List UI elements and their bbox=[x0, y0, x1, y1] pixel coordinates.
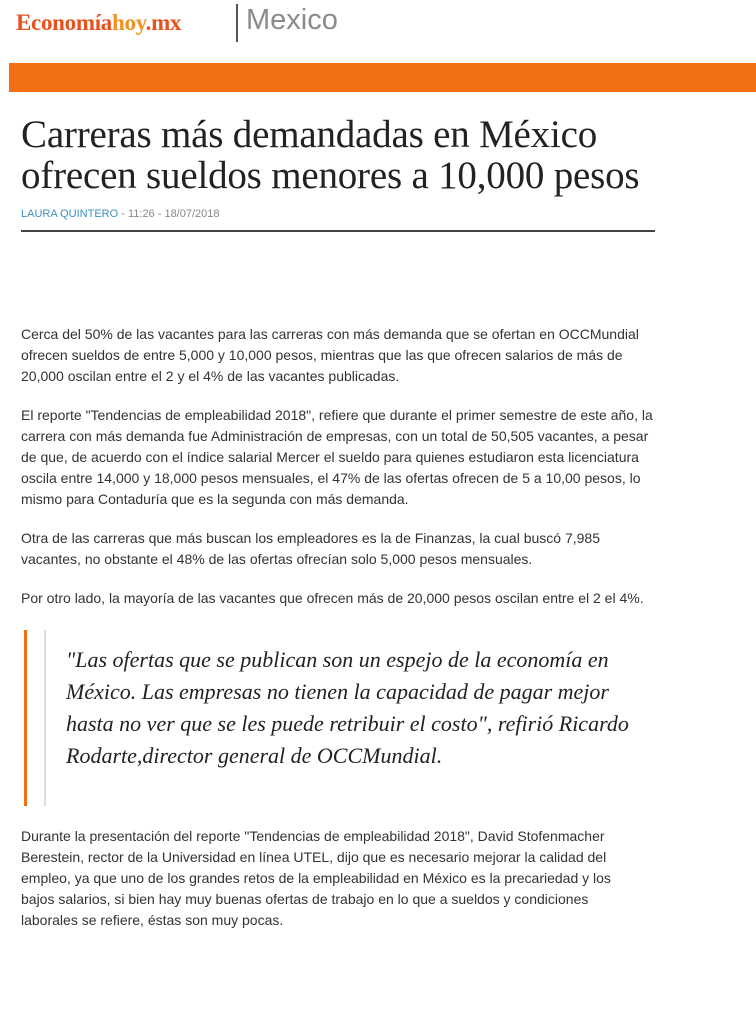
site-logo[interactable] bbox=[16, 10, 181, 36]
article-byline bbox=[21, 208, 655, 232]
article-paragraph: El reporte "Tendencias de empleabilidad 2018", refiere que durante el primer semestre de este año, la carrera con más demanda fue Administración de empresas, con un total de 50,505 vacantes, a pesar de que, de acuerdo con el índice salarial Mercer el sueldo para quienes estudiaron esta licenciatura oscila entre 14,000 y 18,000 pesos mensuales, el 47% de las ofertas ofrecen de 5 a 10,00 pesos, lo mismo para Contaduría que es la segunda con más demanda. bbox=[21, 407, 653, 507]
edition-link[interactable]: Mexico bbox=[246, 4, 338, 36]
article-paragraph: Cerca del 50% de las vacantes para las carreras con más demanda que se ofertan en OCCMundial ofrecen sueldos de entre 5,000 y 10,000 pesos, mientras que las que ofrecen salarios de más de 20,000 oscilan entre el 2 y el 4% de las vacantes publicadas. bbox=[21, 326, 639, 384]
nav-bar bbox=[9, 63, 756, 92]
pull-quote: "Las ofertas que se publican son un espejo de la economía en México. Las empresas no tienen la capacidad de pagar mejor hasta no ver que se les puede retribuir el costo", refirió Ricardo Rodarte,director general de OCCMundial. bbox=[66, 647, 629, 768]
logo-part-economia: Economía bbox=[16, 10, 112, 35]
quote-accent-bar bbox=[24, 630, 27, 806]
quote-rule bbox=[44, 630, 46, 806]
logo-part-domain: .mx bbox=[145, 10, 182, 35]
article bbox=[21, 113, 666, 606]
article-title: Carreras más demandadas en México ofrecen sueldos menores a 10,000 pesos bbox=[21, 113, 640, 197]
site-header bbox=[0, 0, 756, 62]
author-link[interactable]: LAURA QUINTERO bbox=[21, 208, 119, 220]
article-paragraph: Por otro lado, la mayoría de las vacantes que ofrecen más de 20,000 pesos oscilan entre el 2 el 4%. bbox=[21, 590, 644, 606]
article-paragraph: Durante la presentación del reporte "Tendencias de empleabilidad 2018", David Stofenmacher Berestein, rector de la Universidad en línea UTEL, dijo que es necesario mejorar la calidad del empleo, ya que uno de los grandes retos de la empleabilidad en México es la precariedad y los bajos salarios, si bien hay muy buenas ofertas de trabajo en lo que a sueldos y condiciones laborales se refiere, éstas son muy pocas. bbox=[21, 828, 611, 928]
article-datetime: - 11:26 - 18/07/2018 bbox=[118, 208, 220, 220]
logo-part-hoy: hoy bbox=[112, 10, 146, 35]
header-divider bbox=[236, 4, 238, 42]
article-paragraph: Otra de las carreras que más buscan los empleadores es la de Finanzas, la cual buscó 7,985 vacantes, no obstante el 48% de las ofertas ofrecían solo 5,000 pesos mensuales. bbox=[21, 530, 600, 567]
